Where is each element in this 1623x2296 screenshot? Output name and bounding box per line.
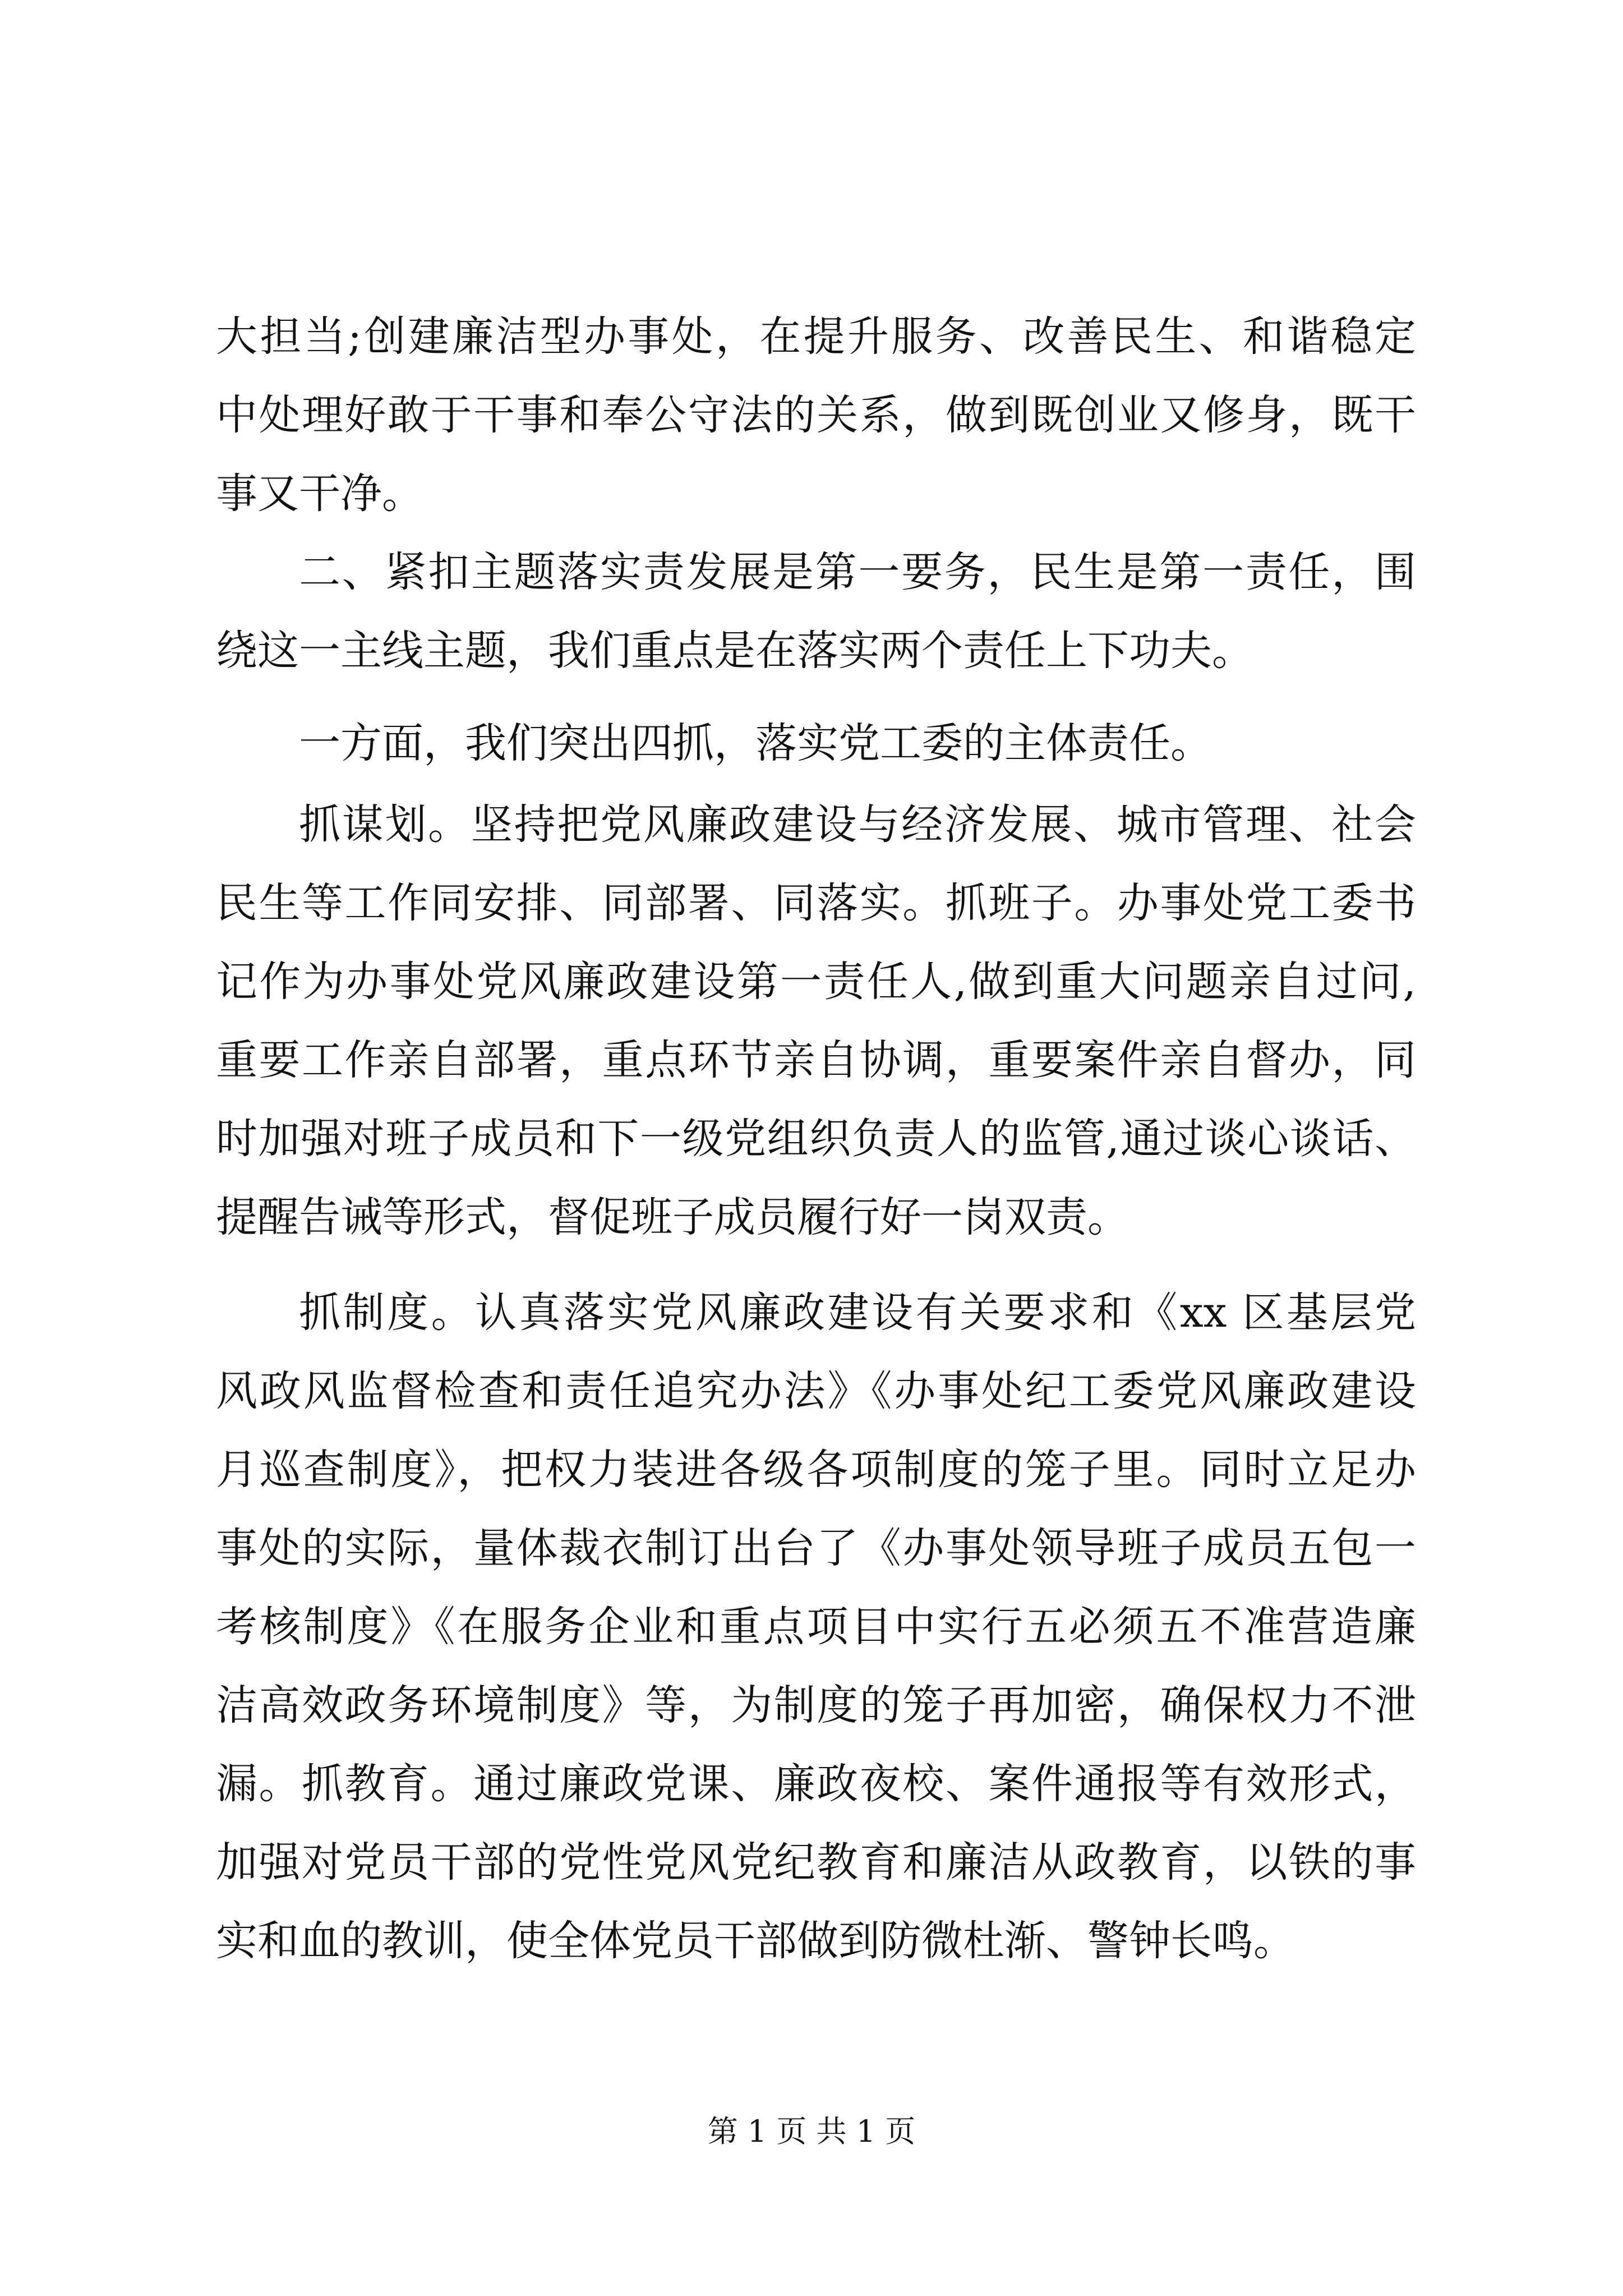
paragraph-first-line: 抓制度。认真落实党风廉政建设有关要求和《xx 区基层党 (299, 1289, 1416, 1337)
text-line: 大担当;创建廉洁型办事处，在提升服务、改善民生、和谐稳定 (216, 312, 1416, 361)
text-line: 事处的实际，量体裁衣制订出台了《办事处领导班子成员五包一 (216, 1524, 1416, 1572)
text-line: 洁高效政务环境制度》等，为制度的笼子再加密，确保权力不泄 (216, 1681, 1416, 1729)
text-line: 重要工作亲自部署，重点环节亲自协调，重要案件亲自督办，同 (216, 1036, 1416, 1084)
paragraph-first-line: 一方面，我们突出四抓，落实党工委的主体责任。 (299, 719, 1212, 767)
page-footer: 第 1 页 共 1 页 (707, 2114, 916, 2149)
text-line: 考核制度》《在服务企业和重点项目中实行五必须五不准营造廉 (216, 1603, 1416, 1651)
text-line: 时加强对班子成员和下一级党组织负责人的监管,通过谈心谈话、 (216, 1115, 1416, 1163)
text-line: 事又干净。 (216, 470, 423, 518)
text-line: 漏。抓教育。通过廉政党课、廉政夜校、案件通报等有效形式， (216, 1760, 1416, 1808)
text-line: 风政风监督检查和责任追究办法》《办事处纪工委党风廉政建设 (216, 1367, 1416, 1415)
text-line: 记作为办事处党风廉政建设第一责任人,做到重大问题亲自过问, (216, 958, 1416, 1006)
text-line: 中处理好敢于干事和奉公守法的关系，做到既创业又修身，既干 (216, 391, 1416, 439)
text-line: 提醒告诫等形式，督促班子成员履行好一岗双责。 (216, 1193, 1129, 1241)
text-line: 实和血的教训，使全体党员干部做到防微杜渐、警钟长鸣。 (216, 1917, 1295, 1965)
text-line: 民生等工作同安排、同部署、同落实。抓班子。办事处党工委书 (216, 879, 1416, 927)
text-line: 加强对党员干部的党性党风党纪教育和廉洁从政教育，以铁的事 (216, 1838, 1416, 1887)
text-line: 绕这一主线主题，我们重点是在落实两个责任上下功夫。 (216, 627, 1253, 675)
paragraph-first-line: 二、紧扣主题落实责发展是第一要务，民生是第一责任，围 (299, 548, 1416, 596)
text-line: 月巡查制度》，把权力装进各级各项制度的笼子里。同时立足办 (216, 1446, 1416, 1494)
paragraph-first-line: 抓谋划。坚持把党风廉政建设与经济发展、城市管理、社会 (299, 800, 1416, 849)
